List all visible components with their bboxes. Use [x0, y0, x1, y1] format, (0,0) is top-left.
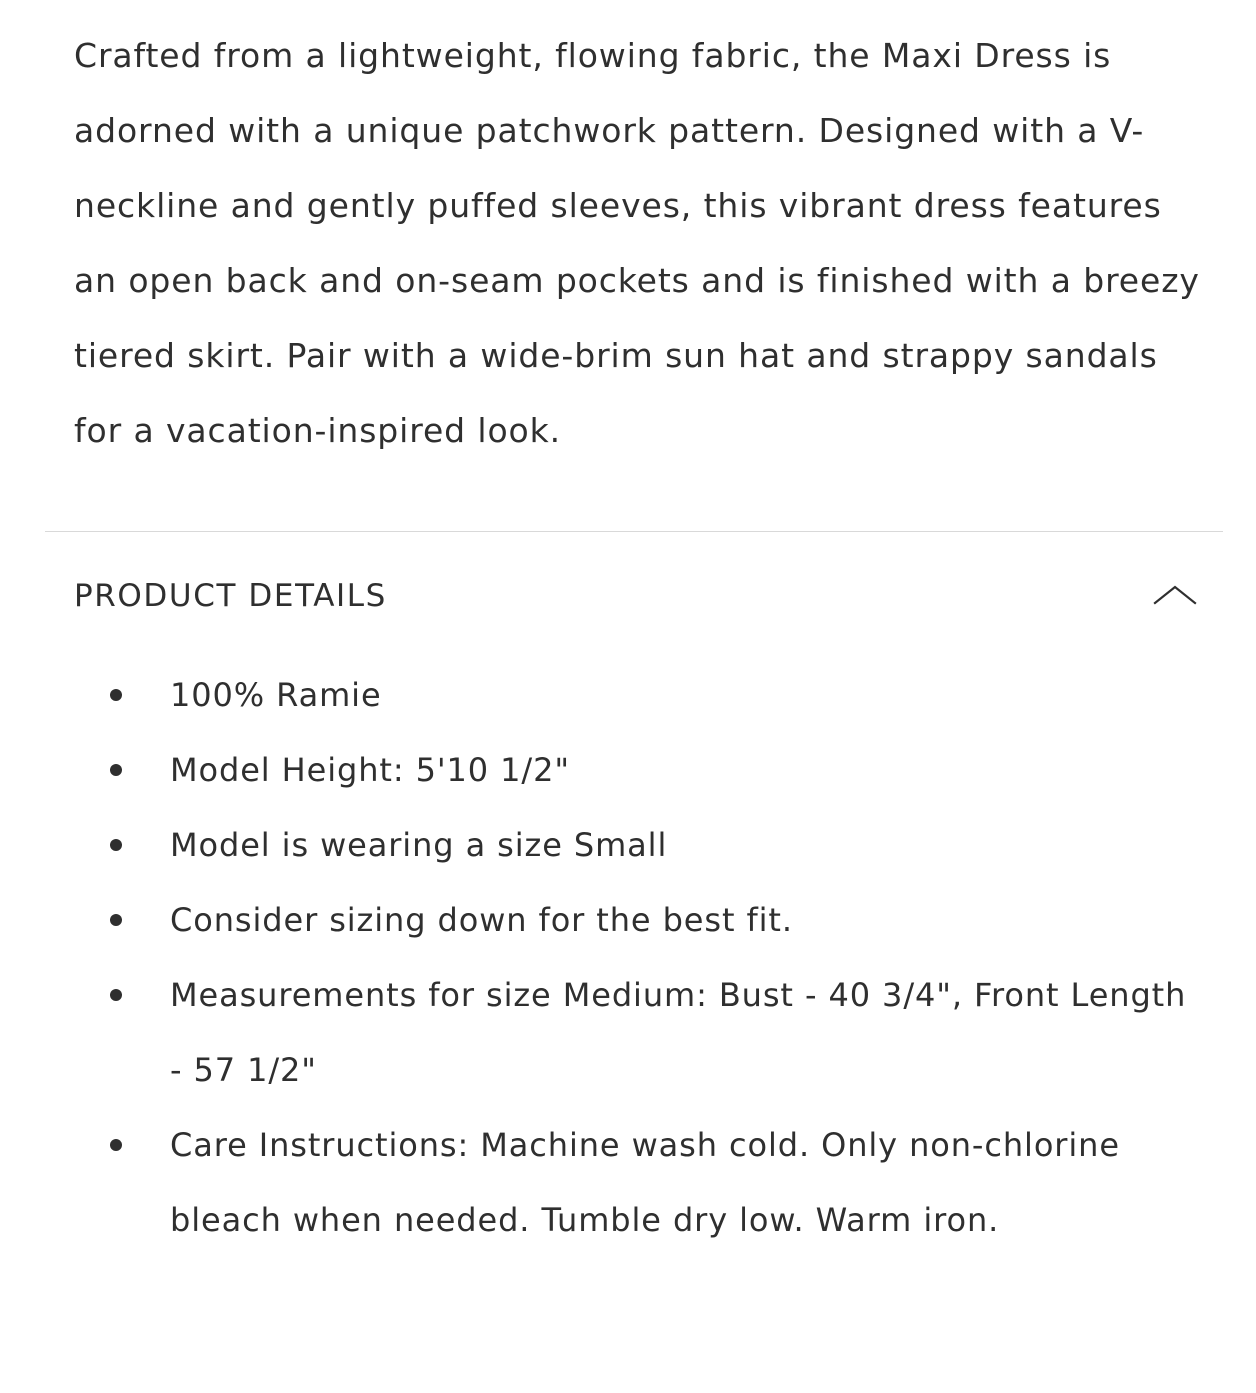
product-details-title: PRODUCT DETAILS — [74, 578, 387, 614]
list-item-text: Model Height: 5'10 1/2" — [170, 751, 570, 789]
list-item — [102, 808, 1206, 883]
chevron-up-icon[interactable] — [1152, 581, 1198, 611]
bullet-icon — [110, 689, 122, 701]
list-item-text: Measurements for size Medium: Bust - 40 3/4", Front Length - 57 1/2" — [170, 976, 1187, 1089]
bullet-icon — [110, 914, 122, 926]
product-details-list — [40, 658, 1216, 1258]
bullet-icon — [110, 839, 122, 851]
bullet-icon — [110, 1139, 122, 1151]
list-item — [102, 658, 1206, 733]
list-item — [102, 958, 1206, 1108]
list-item-text: Consider sizing down for the best fit. — [170, 901, 793, 939]
product-description-text: Crafted from a lightweight, flowing fabric, the Maxi Dress is adorned with a unique patchwork pattern. Designed with a V-neckline and gently puffed sleeves, this vibrant dress features an open back and on-seam pockets and is finished with a breezy tiered skirt. Pair with a wide-brim sun hat and strappy sandals for a vacation-inspired look. — [74, 36, 1200, 450]
list-item — [102, 733, 1206, 808]
product-details-accordion-header[interactable] — [40, 578, 1216, 614]
list-item — [102, 883, 1206, 958]
list-item — [102, 1108, 1206, 1258]
bullet-icon — [110, 764, 122, 776]
list-item-text: Care Instructions: Machine wash cold. Only non-chlorine bleach when needed. Tumble dry low. Warm iron. — [170, 1126, 1120, 1239]
bullet-icon — [110, 989, 122, 1001]
list-item-text: Model is wearing a size Small — [170, 826, 668, 864]
section-divider — [45, 531, 1223, 532]
list-item-text: 100% Ramie — [170, 676, 382, 714]
